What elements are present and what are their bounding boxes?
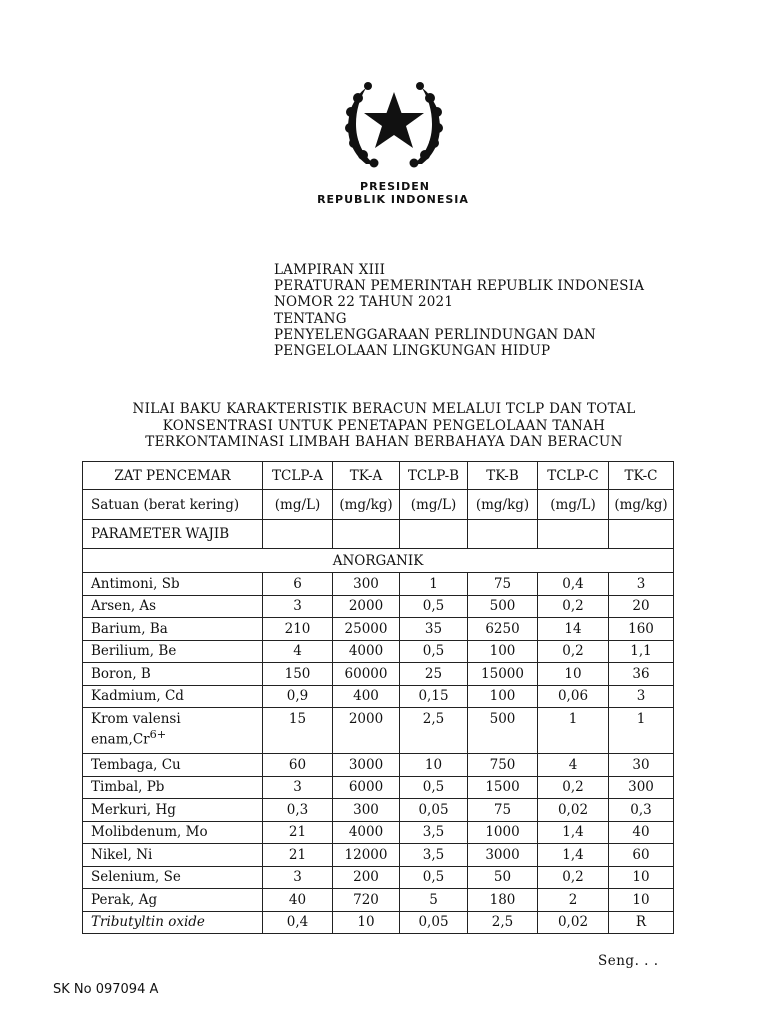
value-cell: 21 xyxy=(263,821,333,844)
value-cell: 100 xyxy=(468,685,538,708)
value-cell: 1,1 xyxy=(609,640,674,663)
units-row xyxy=(83,490,674,520)
value-cell: 100 xyxy=(468,640,538,663)
value-cell: 60 xyxy=(609,844,674,867)
value-cell: 1000 xyxy=(468,821,538,844)
value-cell: 10 xyxy=(333,911,400,934)
value-cell: 3 xyxy=(263,595,333,618)
value-cell: 0,02 xyxy=(538,799,609,822)
title-line: NILAI BAKU KARAKTERISTIK BERACUN MELALUI TCLP DAN TOTAL xyxy=(132,401,636,417)
republic-title: REPUBLIK INDONESIA xyxy=(317,193,469,206)
value-cell: 4000 xyxy=(333,821,400,844)
pollutant-name: Timbal, Pb xyxy=(83,776,263,799)
column-header: TK-B xyxy=(468,462,538,490)
value-cell: 35 xyxy=(400,618,468,641)
value-cell: 1 xyxy=(400,573,468,596)
value-cell: 1500 xyxy=(468,776,538,799)
table-row xyxy=(83,889,674,912)
title-line: KONSENTRASI UNTUK PENETAPAN PENGELOLAAN TANAH xyxy=(162,417,606,434)
value-cell: 0,05 xyxy=(400,799,468,822)
pollutant-name: Tembaga, Cu xyxy=(83,754,263,777)
value-cell: 3000 xyxy=(333,754,400,777)
value-cell: 14 xyxy=(538,618,609,641)
value-cell: 60000 xyxy=(333,663,400,686)
pollutant-name: Selenium, Se xyxy=(83,866,263,889)
value-cell: 30 xyxy=(609,754,674,777)
unit-cell: Satuan (berat kering) xyxy=(83,490,263,520)
value-cell: 40 xyxy=(609,821,674,844)
value-cell: 720 xyxy=(333,889,400,912)
value-cell: 2000 xyxy=(333,708,400,754)
serial-number: SK No 097094 A xyxy=(53,982,159,997)
value-cell: 15000 xyxy=(468,663,538,686)
table-row xyxy=(83,776,674,799)
heading-line: PENGELOLAAN LINGKUNGAN HIDUP xyxy=(274,343,551,360)
column-header: TK-A xyxy=(333,462,400,490)
value-cell: 2,5 xyxy=(400,708,468,754)
column-header: TCLP-A xyxy=(263,462,333,490)
heading-line: PENYELENGGARAAN PERLINDUNGAN DAN xyxy=(274,326,596,343)
empty-cell xyxy=(263,520,333,549)
table-row xyxy=(83,911,674,934)
value-cell: 3 xyxy=(609,573,674,596)
value-cell: 0,5 xyxy=(400,595,468,618)
pollutant-name: Arsen, As xyxy=(83,595,263,618)
table-row xyxy=(83,754,674,777)
value-cell: 300 xyxy=(333,573,400,596)
unit-cell: (mg/L) xyxy=(538,490,609,520)
value-cell: 3 xyxy=(263,866,333,889)
value-cell: 0,2 xyxy=(538,866,609,889)
value-cell: 4 xyxy=(538,754,609,777)
table-row xyxy=(83,663,674,686)
value-cell: 300 xyxy=(609,776,674,799)
table-row xyxy=(83,640,674,663)
value-cell: 2 xyxy=(538,889,609,912)
valence-superscript: 6+ xyxy=(149,728,167,741)
value-cell: 0,3 xyxy=(609,799,674,822)
value-cell: 3,5 xyxy=(400,844,468,867)
subsection-row xyxy=(83,549,674,573)
pollutant-name: Boron, B xyxy=(83,663,263,686)
value-cell: 3 xyxy=(263,776,333,799)
value-cell: 3000 xyxy=(468,844,538,867)
unit-cell: (mg/L) xyxy=(400,490,468,520)
value-cell: 12000 xyxy=(333,844,400,867)
regulation-heading xyxy=(274,262,644,359)
heading-line: TENTANG xyxy=(274,310,347,327)
empty-cell xyxy=(609,520,674,549)
column-header: TCLP-C xyxy=(538,462,609,490)
heading-line: LAMPIRAN XIII xyxy=(274,262,386,278)
unit-cell: (mg/kg) xyxy=(609,490,674,520)
president-title: PRESIDEN xyxy=(360,180,430,193)
value-cell: 6250 xyxy=(468,618,538,641)
value-cell: 0,06 xyxy=(538,685,609,708)
value-cell: 10 xyxy=(400,754,468,777)
value-cell: 36 xyxy=(609,663,674,686)
value-cell: 0,2 xyxy=(538,640,609,663)
value-cell: 6 xyxy=(263,573,333,596)
value-cell: 0,2 xyxy=(538,776,609,799)
pollutant-name: Nikel, Ni xyxy=(83,844,263,867)
value-cell: 180 xyxy=(468,889,538,912)
pollutant-name: Molibdenum, Mo xyxy=(83,821,263,844)
value-cell: 0,5 xyxy=(400,640,468,663)
unit-cell: (mg/kg) xyxy=(333,490,400,520)
value-cell: 21 xyxy=(263,844,333,867)
unit-cell: (mg/kg) xyxy=(468,490,538,520)
value-cell: 10 xyxy=(538,663,609,686)
pollutant-name: Krom valensi $enam,Cr^{6+}$ xyxy=(83,708,263,754)
table-row xyxy=(83,844,674,867)
value-cell: 0,5 xyxy=(400,776,468,799)
empty-cell xyxy=(468,520,538,549)
pollutant-name: Merkuri, Hg xyxy=(83,799,263,822)
section-row xyxy=(83,520,674,549)
value-cell: 0,5 xyxy=(400,866,468,889)
value-cell: 10 xyxy=(609,889,674,912)
table-row xyxy=(83,799,674,822)
value-cell: 750 xyxy=(468,754,538,777)
value-cell: 160 xyxy=(609,618,674,641)
value-cell: 4 xyxy=(263,640,333,663)
value-cell: 2,5 xyxy=(468,911,538,934)
value-cell: 500 xyxy=(468,595,538,618)
document-title xyxy=(60,401,708,451)
unit-cell: (mg/L) xyxy=(263,490,333,520)
value-cell: 0,4 xyxy=(538,573,609,596)
toxicity-standards-table xyxy=(82,461,674,934)
empty-cell xyxy=(400,520,468,549)
pollutant-name: Berilium, Be xyxy=(83,640,263,663)
table-row xyxy=(83,595,674,618)
value-cell: 0,05 xyxy=(400,911,468,934)
value-cell: 0,15 xyxy=(400,685,468,708)
column-header: ZAT PENCEMAR xyxy=(83,462,263,490)
table-header-row xyxy=(83,462,674,490)
table-row xyxy=(83,708,674,754)
value-cell: 200 xyxy=(333,866,400,889)
value-cell: 150 xyxy=(263,663,333,686)
value-cell: 10 xyxy=(609,866,674,889)
table-row xyxy=(83,821,674,844)
value-cell: R xyxy=(609,911,674,934)
pollutant-name: Tributyltin oxide xyxy=(83,911,263,934)
pollutant-name: Kadmium, Cd xyxy=(83,685,263,708)
title-line: TERKONTAMINASI LIMBAH BAHAN BERBAHAYA DAN BERACUN xyxy=(145,434,623,450)
garuda-star-emblem-icon xyxy=(338,76,450,170)
empty-cell xyxy=(538,520,609,549)
value-cell: 75 xyxy=(468,799,538,822)
pollutant-name: Barium, Ba xyxy=(83,618,263,641)
empty-cell xyxy=(333,520,400,549)
value-cell: 25000 xyxy=(333,618,400,641)
value-cell: 0,2 xyxy=(538,595,609,618)
value-cell: 300 xyxy=(333,799,400,822)
value-cell: 0,9 xyxy=(263,685,333,708)
heading-line: NOMOR 22 TAHUN 2021 xyxy=(274,294,454,311)
value-cell: 500 xyxy=(468,708,538,754)
table-row xyxy=(83,618,674,641)
pollutant-name: Antimoni, Sb xyxy=(83,573,263,596)
value-cell: 1 xyxy=(609,708,674,754)
value-cell: 3,5 xyxy=(400,821,468,844)
value-cell: 6000 xyxy=(333,776,400,799)
value-cell: 210 xyxy=(263,618,333,641)
value-cell: 0,02 xyxy=(538,911,609,934)
value-cell: 4000 xyxy=(333,640,400,663)
value-cell: 25 xyxy=(400,663,468,686)
subsection-label: ANORGANIK xyxy=(83,549,674,573)
heading-line: PERATURAN PEMERINTAH REPUBLIK INDONESIA xyxy=(274,278,645,295)
value-cell: 3 xyxy=(609,685,674,708)
continuation-text: Seng. . . xyxy=(598,953,659,969)
value-cell: 400 xyxy=(333,685,400,708)
value-cell: 15 xyxy=(263,708,333,754)
section-label: PARAMETER WAJIB xyxy=(83,520,263,549)
value-cell: 5 xyxy=(400,889,468,912)
table-row xyxy=(83,685,674,708)
value-cell: 1 xyxy=(538,708,609,754)
value-cell: 2000 xyxy=(333,595,400,618)
column-header: TK-C xyxy=(609,462,674,490)
value-cell: 0,3 xyxy=(263,799,333,822)
table-row xyxy=(83,866,674,889)
value-cell: 0,4 xyxy=(263,911,333,934)
value-cell: 60 xyxy=(263,754,333,777)
column-header: TCLP-B xyxy=(400,462,468,490)
pollutant-name: Perak, Ag xyxy=(83,889,263,912)
value-cell: 1,4 xyxy=(538,844,609,867)
table-row xyxy=(83,573,674,596)
value-cell: 50 xyxy=(468,866,538,889)
value-cell: 1,4 xyxy=(538,821,609,844)
value-cell: 75 xyxy=(468,573,538,596)
value-cell: 20 xyxy=(609,595,674,618)
value-cell: 40 xyxy=(263,889,333,912)
